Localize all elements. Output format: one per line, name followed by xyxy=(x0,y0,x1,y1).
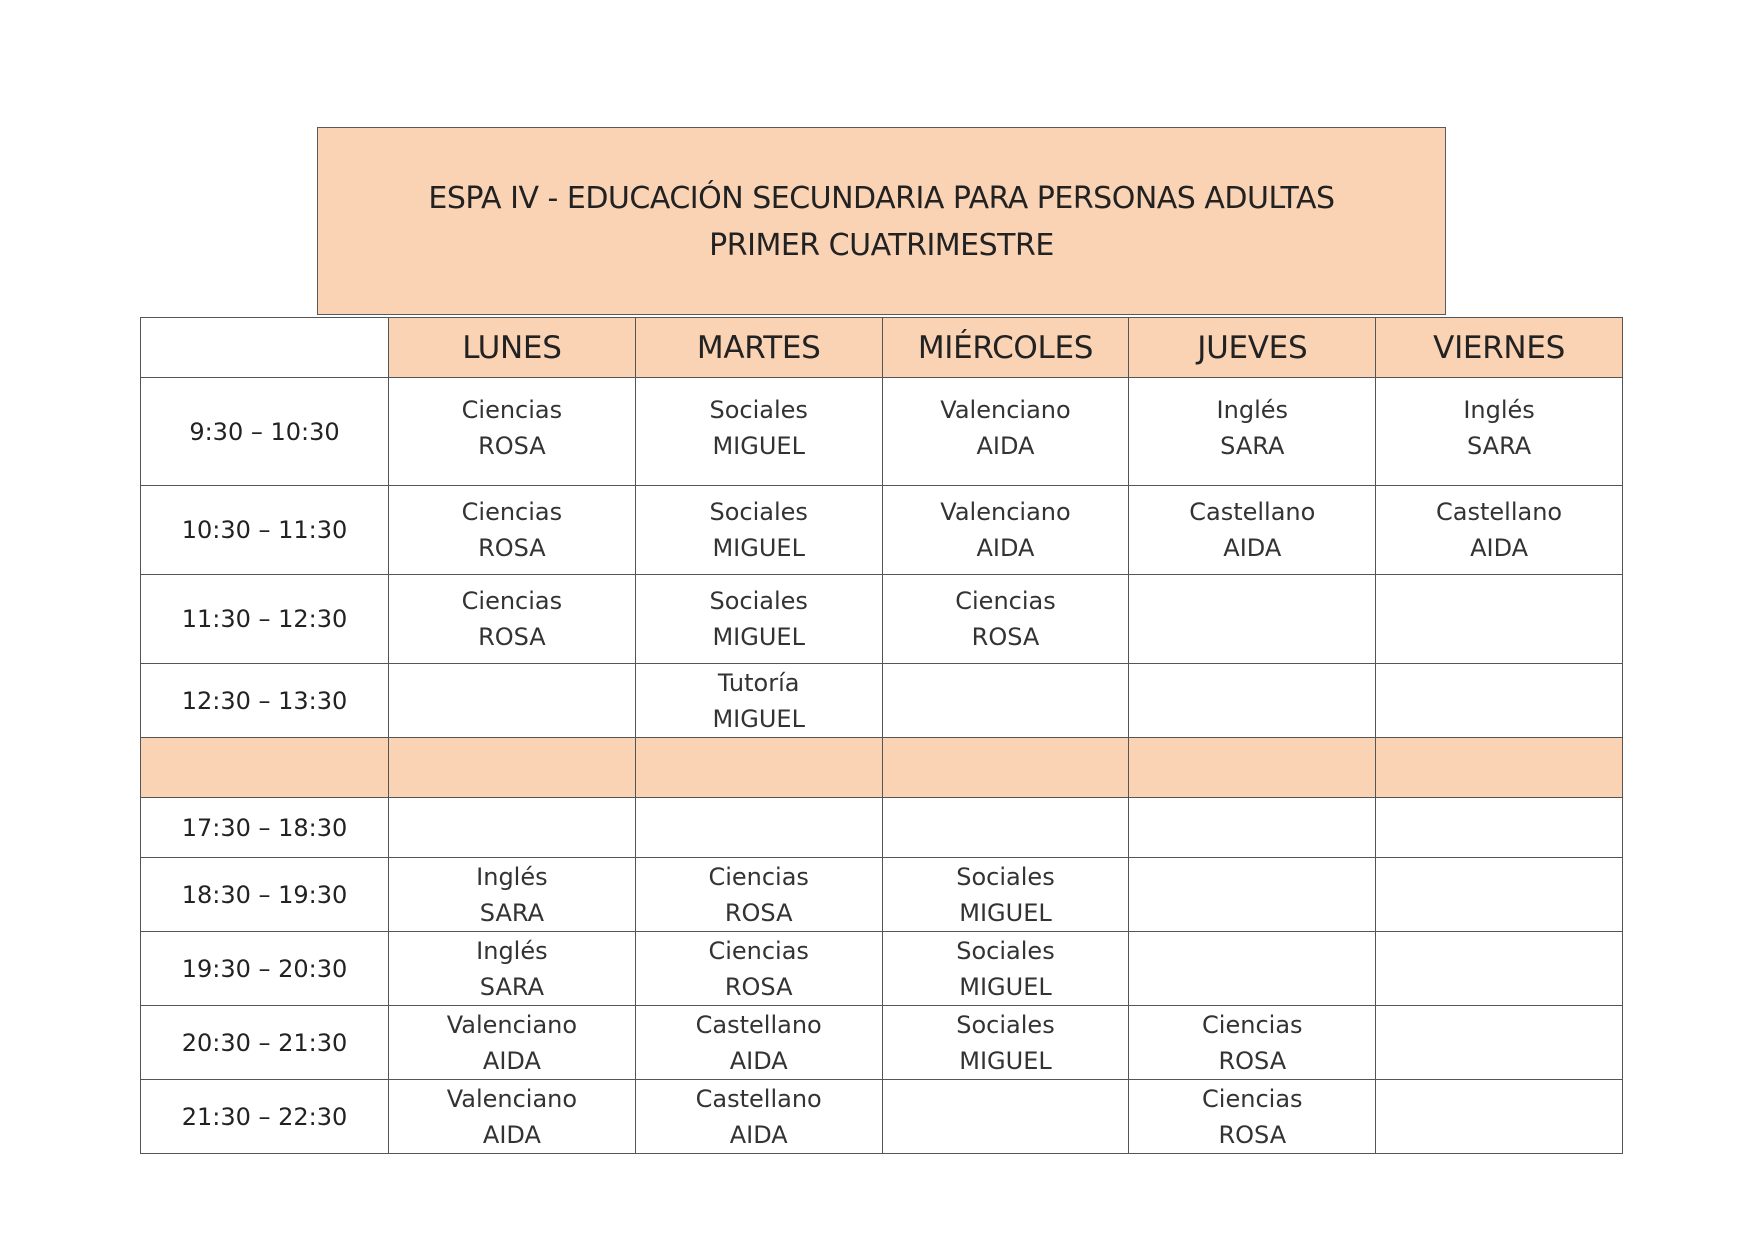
subject-name: Valenciano xyxy=(446,1084,578,1113)
subject-name: Inglés xyxy=(476,862,548,891)
class-cell xyxy=(882,932,1129,1006)
subject-name: Valenciano xyxy=(940,498,1071,526)
class-cell xyxy=(389,575,636,664)
schedule-row xyxy=(141,664,1623,738)
day-header-row xyxy=(141,318,1623,378)
break-cell xyxy=(882,738,1129,798)
time-slot: 18:30 – 19:30 xyxy=(141,858,389,932)
teacher-name: ROSA xyxy=(724,972,793,1001)
teacher-name: ROSA xyxy=(1218,1120,1287,1149)
subject-name: Sociales xyxy=(956,936,1055,965)
subject-name: Castellano xyxy=(695,1010,822,1039)
teacher-name: AIDA xyxy=(976,432,1035,460)
class-cell xyxy=(882,378,1129,486)
class-cell xyxy=(635,858,882,932)
teacher-name: AIDA xyxy=(976,534,1035,562)
teacher-name: ROSA xyxy=(971,623,1040,651)
teacher-name: ROSA xyxy=(1218,1046,1287,1075)
schedule-row xyxy=(141,932,1623,1006)
subject-name: Tutoría xyxy=(717,668,800,697)
time-slot: 9:30 – 10:30 xyxy=(141,378,389,486)
day-header-viernes: VIERNES xyxy=(1376,318,1623,378)
schedule-row xyxy=(141,486,1623,575)
time-slot: 20:30 – 21:30 xyxy=(141,1006,389,1080)
teacher-name: MIGUEL xyxy=(959,898,1052,927)
schedule-row xyxy=(141,575,1623,664)
subject-name: Sociales xyxy=(956,1010,1055,1039)
schedule-row xyxy=(141,858,1623,932)
class-cell xyxy=(1129,1006,1376,1080)
class-cell xyxy=(389,486,636,575)
schedule-row xyxy=(141,1080,1623,1154)
corner-cell xyxy=(141,318,389,378)
break-cell xyxy=(635,738,882,798)
subject-name: Castellano xyxy=(1189,498,1316,526)
class-cell xyxy=(1376,486,1623,575)
class-cell xyxy=(1129,664,1376,738)
subject-name: Ciencias xyxy=(461,498,563,526)
time-slot: 10:30 – 11:30 xyxy=(141,486,389,575)
time-slot: 17:30 – 18:30 xyxy=(141,798,389,858)
class-cell xyxy=(1376,1006,1623,1080)
class-cell xyxy=(389,858,636,932)
time-slot: 21:30 – 22:30 xyxy=(141,1080,389,1154)
teacher-name: MIGUEL xyxy=(712,623,805,651)
day-header-martes: MARTES xyxy=(635,318,882,378)
teacher-name: ROSA xyxy=(478,623,546,651)
class-cell xyxy=(882,798,1129,858)
class-cell xyxy=(882,575,1129,664)
class-cell xyxy=(389,1006,636,1080)
teacher-name: AIDA xyxy=(729,1120,788,1149)
subject-name: Castellano xyxy=(1436,498,1563,526)
subject-name: Ciencias xyxy=(1202,1010,1303,1039)
class-cell xyxy=(1376,575,1623,664)
subject-name: Ciencias xyxy=(708,862,809,891)
day-header-miercoles: MIÉRCOLES xyxy=(882,318,1129,378)
subject-name: Inglés xyxy=(476,936,548,965)
teacher-name: ROSA xyxy=(724,898,793,927)
teacher-name: MIGUEL xyxy=(959,1046,1052,1075)
class-cell xyxy=(882,858,1129,932)
subject-name: Sociales xyxy=(956,862,1055,891)
subject-name: Valenciano xyxy=(446,1010,578,1039)
class-cell xyxy=(1129,378,1376,486)
class-cell xyxy=(389,1080,636,1154)
subject-name: Ciencias xyxy=(1202,1084,1303,1113)
teacher-name: SARA xyxy=(1466,432,1532,460)
class-cell xyxy=(1376,378,1623,486)
subject-name: Ciencias xyxy=(708,936,809,965)
class-cell xyxy=(389,798,636,858)
teacher-name: AIDA xyxy=(729,1046,788,1075)
time-slot: 19:30 – 20:30 xyxy=(141,932,389,1006)
teacher-name: ROSA xyxy=(478,432,546,460)
class-cell xyxy=(1129,798,1376,858)
teacher-name: ROSA xyxy=(478,534,546,562)
teacher-name: AIDA xyxy=(1470,534,1529,562)
subject-name: Sociales xyxy=(709,498,808,526)
schedule-title-box xyxy=(317,127,1446,315)
time-slot: 12:30 – 13:30 xyxy=(141,664,389,738)
subject-name: Sociales xyxy=(709,587,808,615)
time-slot: 11:30 – 12:30 xyxy=(141,575,389,664)
break-cell xyxy=(1376,738,1623,798)
class-cell xyxy=(1376,1080,1623,1154)
break-cell xyxy=(141,738,389,798)
class-cell xyxy=(882,664,1129,738)
schedule-row xyxy=(141,1006,1623,1080)
class-cell xyxy=(1376,858,1623,932)
title-line-2: PRIMER CUATRIMESTRE xyxy=(709,228,1054,263)
day-header-jueves: JUEVES xyxy=(1129,318,1376,378)
class-cell xyxy=(882,1080,1129,1154)
teacher-name: SARA xyxy=(479,898,544,927)
break-cell xyxy=(1129,738,1376,798)
schedule-row xyxy=(141,378,1623,486)
teacher-name: MIGUEL xyxy=(712,534,805,562)
teacher-name: AIDA xyxy=(482,1120,541,1149)
class-cell xyxy=(635,798,882,858)
subject-name: Ciencias xyxy=(461,587,563,615)
teacher-name: SARA xyxy=(479,972,544,1001)
class-cell xyxy=(1129,858,1376,932)
schedule-row xyxy=(141,798,1623,858)
subject-name: Ciencias xyxy=(461,396,563,424)
day-header-lunes: LUNES xyxy=(389,318,636,378)
class-cell xyxy=(1376,798,1623,858)
title-line-1: ESPA IV - EDUCACIÓN SECUNDARIA PARA PERSONAS ADULTAS xyxy=(428,181,1335,216)
subject-name: Valenciano xyxy=(940,396,1071,424)
subject-name: Sociales xyxy=(709,396,808,424)
class-cell xyxy=(882,1006,1129,1080)
class-cell xyxy=(1129,1080,1376,1154)
class-cell xyxy=(635,664,882,738)
schedule-table xyxy=(140,317,1623,1154)
break-row xyxy=(141,738,1623,798)
subject-name: Inglés xyxy=(1463,396,1535,424)
class-cell xyxy=(635,575,882,664)
subject-name: Castellano xyxy=(695,1084,822,1113)
class-cell xyxy=(1376,932,1623,1006)
class-cell xyxy=(882,486,1129,575)
class-cell xyxy=(635,932,882,1006)
class-cell xyxy=(1129,932,1376,1006)
teacher-name: MIGUEL xyxy=(712,704,805,733)
class-cell xyxy=(1129,575,1376,664)
break-cell xyxy=(389,738,636,798)
subject-name: Ciencias xyxy=(955,587,1056,615)
teacher-name: MIGUEL xyxy=(959,972,1052,1001)
class-cell xyxy=(389,932,636,1006)
subject-name: Inglés xyxy=(1216,396,1289,424)
class-cell xyxy=(635,486,882,575)
class-cell xyxy=(389,664,636,738)
class-cell xyxy=(635,1080,882,1154)
teacher-name: MIGUEL xyxy=(712,432,805,460)
teacher-name: AIDA xyxy=(482,1046,541,1075)
teacher-name: AIDA xyxy=(1223,534,1282,562)
teacher-name: SARA xyxy=(1220,432,1285,460)
class-cell xyxy=(635,378,882,486)
class-cell xyxy=(1376,664,1623,738)
class-cell xyxy=(635,1006,882,1080)
class-cell xyxy=(1129,486,1376,575)
class-cell xyxy=(389,378,636,486)
